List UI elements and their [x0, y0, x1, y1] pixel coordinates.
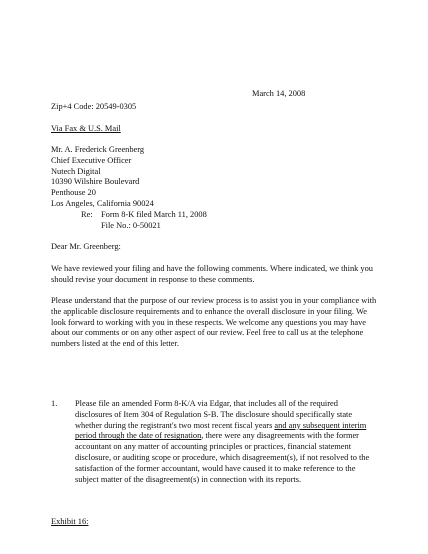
paragraph-line: Please understand that the purpose of our review process is to assist you in your compliance with	[51, 296, 377, 305]
paragraph-review	[51, 264, 373, 286]
re-file-number: File No.: 0-50021	[101, 220, 161, 230]
zip-code-line: Zip+4 Code: 20549-0305	[51, 102, 137, 111]
delivery-method: Via Fax & U.S. Mail	[51, 124, 121, 133]
comment-line: disclosure, or auditing scope or procedure, which disagreement(s), if not resolved to the	[75, 452, 370, 462]
comment-line: disclosures of Item 304 of Regulation S-B. The disclosure should specifically state	[75, 409, 353, 419]
paragraph-line: numbers listed at the end of this letter.	[51, 339, 179, 349]
comment-number: 1.	[51, 399, 58, 408]
reference-block	[81, 210, 207, 232]
underlined-text: period through the date of resignation	[75, 431, 202, 441]
exhibit-heading: Exhibit 16:	[51, 517, 89, 526]
comment-line: subject matter of the disagreement(s) in connection with its reports.	[75, 474, 302, 484]
underlined-text: and any subsequent interim	[274, 420, 367, 430]
address-line: Mr. A. Frederick Greenberg	[51, 145, 145, 154]
recipient-address	[51, 145, 154, 210]
comment-text: whether during the registrant's two most recent fiscal years	[75, 420, 275, 430]
paragraph-line: about our comments or on any other aspect of our review. Feel free to call us at the telephone	[51, 328, 364, 338]
address-line: 10390 Wilshire Boulevard	[51, 177, 140, 187]
paragraph-purpose	[51, 296, 376, 350]
comment-line: satisfaction of the former accountant, would have caused it to make reference to the	[75, 463, 356, 473]
address-line: Nutech Digital	[51, 166, 101, 176]
address-line: Chief Executive Officer	[51, 155, 132, 165]
comment-line: accountant on any matter of accounting principles or practices, financial statement	[75, 442, 352, 452]
letter-date: March 14, 2008	[252, 89, 306, 98]
paragraph-line: the applicable disclosure requirements and to enhance the overall disclosure in your filing. We	[51, 306, 367, 316]
paragraph-line: look forward to working with you in these respects. We welcome any questions you may have	[51, 317, 367, 327]
comment-body	[75, 399, 369, 485]
address-line: Penthouse 20	[51, 188, 96, 198]
re-label: Re:	[81, 210, 93, 219]
comment-line: Please file an amended Form 8-K/A via Edgar, that includes all of the required	[75, 399, 338, 408]
paragraph-line: should revise your document in response to these comments.	[51, 274, 255, 284]
paragraph-line: We have reviewed your filing and have the following comments. Where indicated, we think you	[51, 264, 373, 273]
salutation: Dear Mr. Greenberg:	[51, 242, 121, 251]
re-subject: Form 8-K filed March 11, 2008	[101, 210, 207, 219]
address-line: Los Angeles, California 90024	[51, 198, 154, 208]
comment-text: , there were any disagreements with the former	[201, 431, 359, 441]
